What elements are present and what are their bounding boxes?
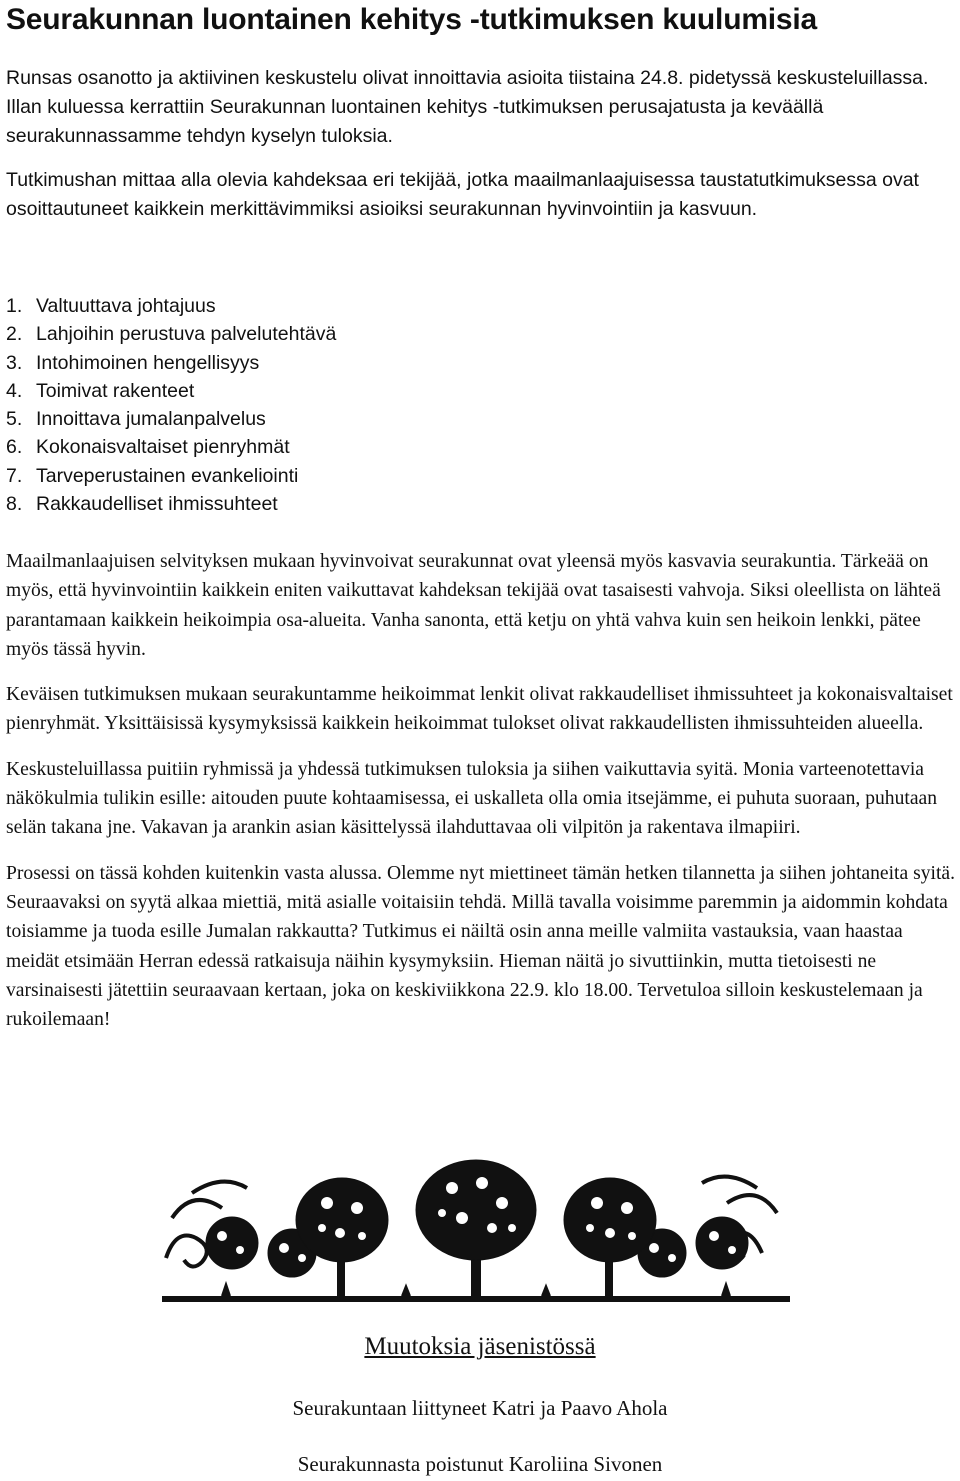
- body-section: [6, 547, 956, 1050]
- intro-paragraph: Runsas osanotto ja aktiivinen keskustelu olivat innoittavia asioita tiistaina 24.8. pidetyssä keskusteluillassa. Illan kuluessa kerrattiin Seurakunnan luontainen kehitys -tutkimuksen perusajatusta ja keväällä seurakunnassamme tehdyn kyselyn tuloksia.: [6, 67, 929, 147]
- list-text: Lahjoihin perustuva palvelutehtävä: [36, 323, 337, 346]
- list-item: [6, 433, 336, 461]
- list-item: [6, 292, 336, 320]
- intro-section: [6, 64, 946, 239]
- body-paragraph: Prosessi on tässä kohden kuitenkin vasta alussa. Olemme nyt miettineet tämän hetken tilannetta ja siihen johtaneita syitä. Seuraavaksi on syytä alkaa miettiä, mitä asialle voitaisiin tehdä. Millä tavalla voisimme paremmin ja aidommin kohdata toisiamme ja tuoda esille Jumalan rakkautta? Tutkimus ei näiltä osin anna meille valmiita vastauksia, vaan haastaa meidät etsimään Herran edessä ratkaisuja näihin kysymyksiin. Hieman näitä jo sivuttiinkin, mutta tietoisesti ne varsinaisesti jätettiin seuraavaan kertaan, joka on keskiviikkona 22.9. klo 18.00. Tervetuloa silloin keskustelemaan ja rukoilemaan!: [6, 862, 955, 1031]
- members-section-title: Muutoksia jäsenistössä: [364, 1333, 596, 1360]
- list-text: Innoittava jumalanpalvelus: [36, 408, 266, 431]
- list-text: Tarveperustainen evankeliointi: [36, 464, 299, 487]
- list-text: Toimivat rakenteet: [36, 379, 195, 402]
- tree-border-ornament-icon: [162, 1158, 790, 1308]
- body-paragraph: Keväisen tutkimuksen mukaan seurakuntamme heikoimmat lenkit olivat rakkaudelliset ihmissuhteet ja kokonaisvaltaiset pienryhmät. Yksittäisissä kysymyksissä kaikkein heikoimmat tulokset olivat rakkaudellisten ihmissuhteiden alueella.: [6, 684, 953, 735]
- intro-paragraph: Tutkimushan mittaa alla olevia kahdeksaa eri tekijää, jotka maailmanlaajuisessa taustatutkimuksessa ovat osoittautuneet kaikkein merkittävimmiksi asioiksi seurakunnan hyvinvointiin ja kasvuun.: [6, 169, 919, 220]
- body-paragraph: Maailmanlaajuisen selvityksen mukaan hyvinvoivat seurakunnat ovat yleensä myös kasvavia seurakuntia. Tärkeää on myös, että hyvinvointiin kaikkein eniten vaikuttavat kahdeksan tekijää ovat tasaisesti vahvoja. Siksi oleellista on lähteä parantamaan kaikkein heikoimpia osa-alueita. Vanha sanonta, että ketju on yhtä vahva kuin sen heikoin lenkki, pätee myös tässä hyvin.: [6, 551, 941, 660]
- list-text: Valtuuttava johtajuus: [36, 295, 216, 317]
- list-number: 3.: [6, 351, 23, 374]
- list-text: Rakkaudelliset ihmissuhteet: [36, 493, 278, 516]
- list-item: [6, 349, 336, 377]
- list-item: [6, 490, 336, 518]
- list-number: 8.: [6, 493, 23, 516]
- members-left: Seurakunnasta poistunut Karoliina Sivonen: [297, 1452, 663, 1476]
- list-number: 1.: [6, 295, 23, 317]
- list-number: 5.: [6, 408, 23, 431]
- list-item: [6, 320, 336, 348]
- article-title: Seurakunnan luontainen kehitys -tutkimuksen kuulumisia: [6, 3, 818, 36]
- list-number: 6.: [6, 436, 23, 459]
- list-item: [6, 462, 336, 490]
- list-item: [6, 405, 336, 433]
- list-number: 2.: [6, 323, 23, 346]
- list-number: 7.: [6, 464, 23, 487]
- members-joined: Seurakuntaan liittyneet Katri ja Paavo Ahola: [292, 1396, 668, 1420]
- factor-list: [6, 292, 336, 518]
- list-number: 4.: [6, 379, 23, 402]
- list-text: Kokonaisvaltaiset pienryhmät: [36, 436, 290, 459]
- list-text: Intohimoinen hengellisyys: [36, 351, 260, 374]
- list-item: [6, 377, 336, 405]
- body-paragraph: Keskusteluillassa puitiin ryhmissä ja yhdessä tutkimuksen tuloksia ja siihen vaikuttavia syitä. Monia varteenotettavia näkökulmia tulikin esille: aitouden puute kohtaamisessa, ei uskalleta olla omia itsejämme, ei puhuta suoraan, puhutaan selän takana jne. Vakavan ja arankin asian käsittelyssä ilahduttavaa oli vilpitön ja rakentava ilmapiiri.: [6, 758, 938, 839]
